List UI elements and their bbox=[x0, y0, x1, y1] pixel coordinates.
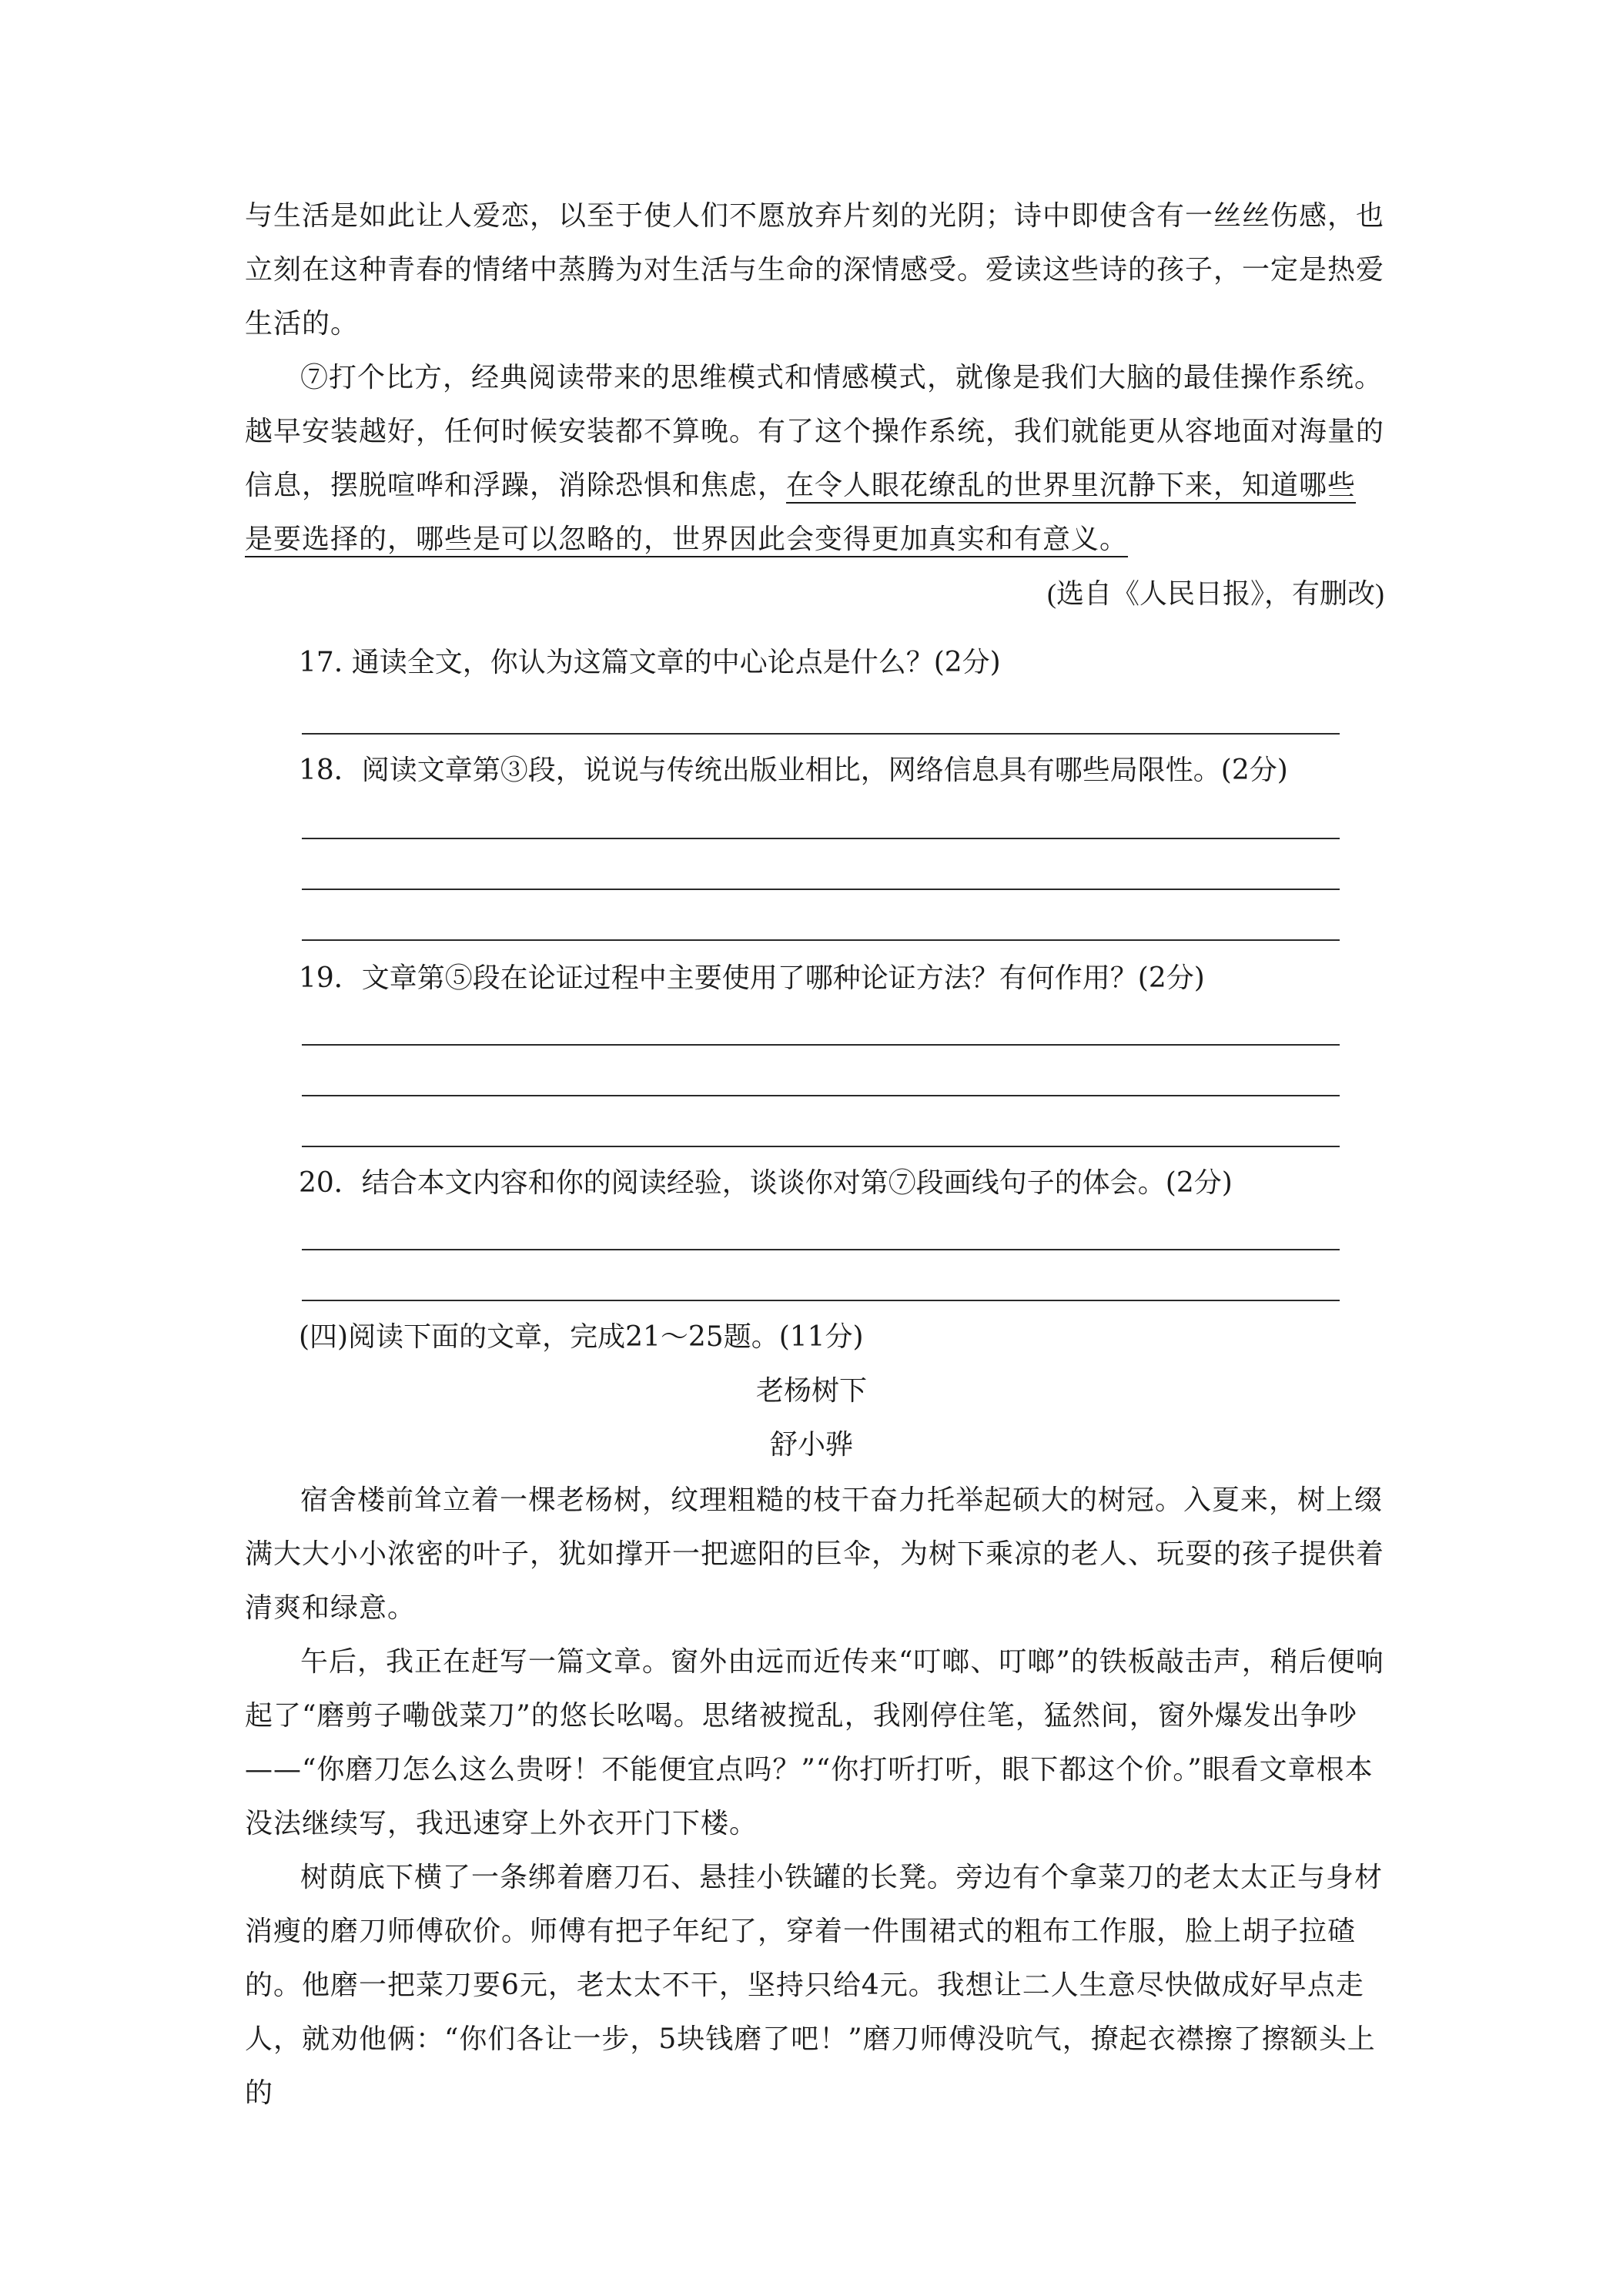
story-paragraph-3: 树荫底下横了一条绑着磨刀石、悬挂小铁罐的长凳。旁边有个拿菜刀的老太太正与身材消瘦的磨刀师傅砍价。师傅有把子年纪了，穿着一件围裙式的粗布工作服，脸上胡子拉碴的。他磨一把菜刀要6元，老太太不干，坚持只给4元。我想让二人生意尽快做成好早点走人，就劝他俩：“你们各让一步，5块钱磨了吧！”磨刀师傅没吭气，撩起衣襟擦了擦额头上的 bbox=[245, 1862, 1384, 2109]
paragraph-7-underlined-sentence: 在令人眼花缭乱的世界里沉静下来，知道哪些是要选择的，哪些是可以忽略的，世界因此会变得更加真实和有意义。 bbox=[245, 470, 1357, 555]
answer-line-19-2[interactable] bbox=[302, 1095, 1340, 1096]
question-19: 19．文章第⑤段在论证过程中主要使用了哪种论证方法？有何作用？(2分) bbox=[299, 962, 1205, 994]
answer-line-20-1[interactable] bbox=[302, 1249, 1340, 1250]
answer-line-18-3[interactable] bbox=[302, 939, 1340, 941]
answer-line-18-2[interactable] bbox=[302, 889, 1340, 890]
source-citation: (选自《人民日报》，有删改) bbox=[1047, 578, 1384, 609]
story-paragraph-2: 午后，我正在赶写一篇文章。窗外由远而近传来“叮啷、叮啷”的铁板敲击声，稍后便响起了“磨剪子嘞戗菜刀”的悠长吆喝。思绪被搅乱，我刚停住笔，猛然间，窗外爆发出争吵——“你磨刀怎么这么贵呀！不能便宜点吗？”“你打听打听，眼下都这个价。”眼看文章根本没法继续写，我迅速穿上外衣开门下楼。 bbox=[245, 1646, 1384, 1839]
section-4-heading: (四)阅读下面的文章，完成21～25题。(11分) bbox=[299, 1321, 864, 1353]
answer-line-18-1[interactable] bbox=[302, 838, 1340, 839]
question-18: 18．阅读文章第③段，说说与传统出版业相比，网络信息具有哪些局限性。(2分) bbox=[299, 755, 1288, 786]
story-paragraph-1: 宿舍楼前耸立着一棵老杨树，纹理粗糙的枝干奋力托举起硕大的树冠。入夏来，树上缀满大大小小浓密的叶子，犹如撑开一把遮阳的巨伞，为树下乘凉的老人、玩耍的孩子提供着清爽和绿意。 bbox=[245, 1484, 1385, 1624]
question-17: 17. 通读全文，你认为这篇文章的中心论点是什么？(2分) bbox=[299, 647, 1001, 678]
paragraph-6-continued: 与生活是如此让人爱恋，以至于使人们不愿放弃片刻的光阴；诗中即使含有一丝丝伤感，也立刻在这种青春的情绪中蒸腾为对生活与生命的深情感受。爱读这些诗的孩子，一定是热爱生活的。 bbox=[245, 200, 1385, 340]
story-title: 老杨树下 bbox=[755, 1375, 867, 1407]
answer-line-19-3[interactable] bbox=[302, 1146, 1340, 1147]
paragraph-7 bbox=[245, 351, 1384, 567]
question-20: 20．结合本文内容和你的阅读经验，谈谈你对第⑦段画线句子的体会。(2分) bbox=[299, 1167, 1233, 1199]
answer-line-17[interactable] bbox=[302, 733, 1340, 735]
answer-line-20-2[interactable] bbox=[302, 1300, 1340, 1301]
answer-line-19-1[interactable] bbox=[302, 1044, 1340, 1046]
story-author: 舒小骅 bbox=[769, 1429, 853, 1461]
paragraph-7-text: ⑦打个比方，经典阅读带来的思维模式和情感模式，就像是我们大脑的最佳操作系统。越早安装越好，任何时候安装都不算晚。有了这个操作系统，我们就能更从容地面对海量的信息，摆脱喧哗和浮躁，消除恐惧和焦虑， bbox=[245, 362, 1385, 501]
